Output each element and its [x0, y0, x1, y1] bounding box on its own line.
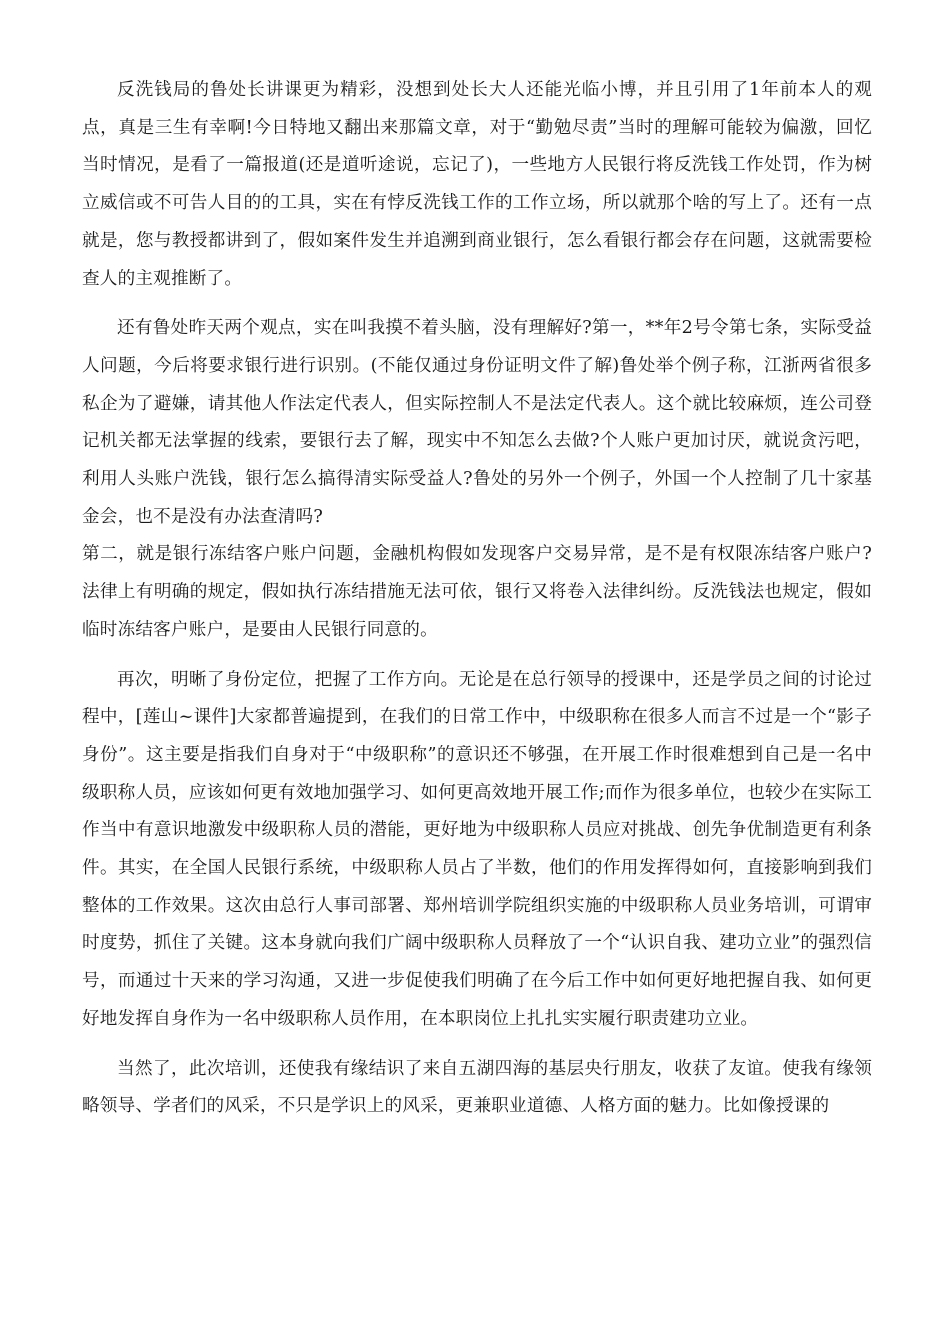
paragraph-2: 还有鲁处昨天两个观点，实在叫我摸不着头脑，没有理解好?第一，**年2号令第七条，实际受益人问题，今后将要求银行进行识别。(不能仅通过身份证明文件了解)鲁处举个例子称，江浙两省很多私企为了避嫌，请其他人作法定代表人，但实际控制人不是法定代表人。这个就比较麻烦，连公司登记机关都无法掌握的线索，要银行去了解，现实中不知怎么去做?个人账户更加讨厌，就说贪污吧，利用人头账户洗钱，银行怎么搞得清实际受益人?鲁处的另外一个例子，外国一个人控制了几十家基金会，也不是没有办法查清吗? [82, 318, 872, 527]
paragraph-1: 反洗钱局的鲁处长讲课更为精彩，没想到处长大人还能光临小博，并且引用了1年前本人的观点，真是三生有幸啊!今日特地又翻出来那篇文章，对于“勤勉尽责”当时的理解可能较为偏激，回忆当时情况，是看了一篇报道(还是道听途说，忘记了)，一些地方人民银行将反洗钱工作处罚，作为树立威信或不可告人目的的工具，实在有悖反洗钱工作的工作立场，所以就那个啥的写上了。还有一点就是，您与教授都讲到了，假如案件发生并追溯到商业银行，怎么看银行都会存在问题，这就需要检查人的主观推断了。 [82, 80, 872, 289]
paragraph-3: 第二，就是银行冻结客户账户问题，金融机构假如发现客户交易异常，是不是有权限冻结客户账户?法律上有明确的规定，假如执行冻结措施无法可依，银行又将卷入法律纠纷。反洗钱法也规定，假如临时冻结客户账户，是要由人民银行同意的。 [82, 544, 872, 640]
paragraph-5: 当然了，此次培训，还使我有缘结识了来自五湖四海的基层央行朋友，收获了友谊。使我有缘领略领导、学者们的风采，不只是学识上的风采，更兼职业道德、人格方面的魅力。比如像授课的 [82, 1058, 872, 1117]
document-body [82, 72, 872, 1126]
paragraph-4: 再次，明晰了身份定位，把握了工作方向。无论是在总行领导的授课中，还是学员之间的讨论过程中，[莲山~课件]大家都普遍提到，在我们的日常工作中，中级职称在很多人而言不过是一个“影子身份”。这主要是指我们自身对于“中级职称”的意识还不够强，在开展工作时很难想到自己是一名中级职称人员，应该如何更有效地加强学习、如何更高效地开展工作;而作为很多单位，也较少在实际工作当中有意识地激发中级职称人员的潜能，更好地为中级职称人员应对挑战、创先争优制造更有利条件。其实，在全国人民银行系统，中级职称人员占了半数，他们的作用发挥得如何，直接影响到我们整体的工作效果。这次由总行人事司部署、郑州培训学院组织实施的中级职称人员业务培训，可谓审时度势，抓住了关键。这本身就向我们广阔中级职称人员释放了一个“认识自我、建功立业”的强烈信号，而通过十天来的学习沟通，又进一步促使我们明确了在今后工作中如何更好地把握自我、如何更好地发挥自身作为一名中级职称人员作用，在本职岗位上扎扎实实履行职责建功立业。 [82, 669, 872, 1029]
